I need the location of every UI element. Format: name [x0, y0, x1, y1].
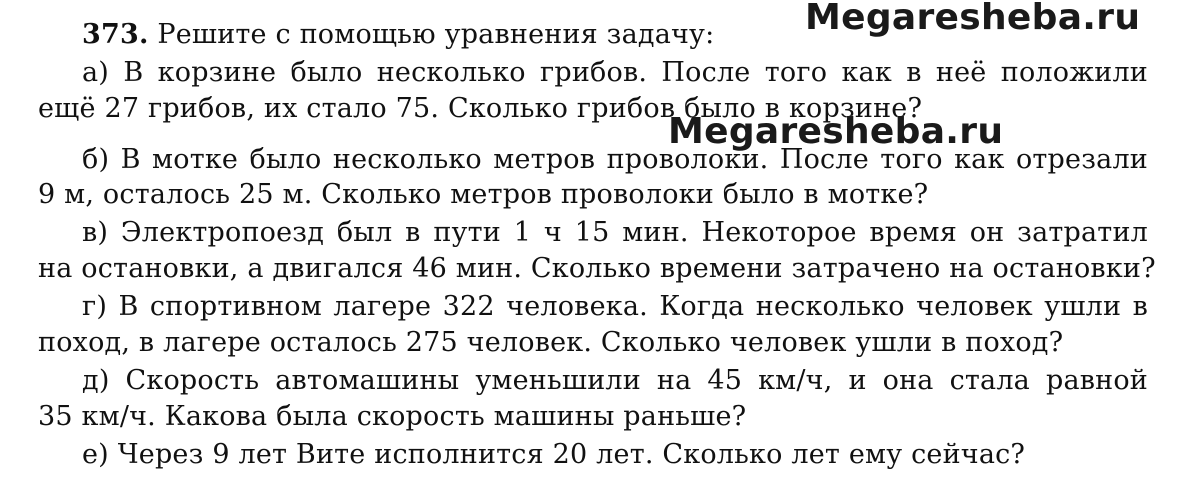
item-c-line-1: в) Электропоезд был в пути 1 ч 15 мин. Некоторое время он затратил	[82, 217, 1148, 248]
item-b-line-2: 9 м, осталось 25 м. Сколько метров проволоки было в мотке?	[38, 179, 929, 210]
problem-heading: Решите с помощью уравнения задачу:	[157, 19, 715, 50]
item-a-line-1: а) В корзине было несколько грибов. После того как в неё положили	[82, 57, 1148, 88]
problem-heading-line	[82, 18, 714, 52]
item-d-line-2: поход, в лагере осталось 275 человек. Сколько человек ушли в поход?	[38, 327, 1064, 358]
item-e-line-2: 35 км/ч. Какова была скорость машины раньше?	[38, 401, 747, 432]
item-c-line-2: на остановки, а двигался 46 мин. Сколько времени затрачено на остановки?	[38, 253, 1156, 284]
item-d-line-1: г) В спортивном лагере 322 человека. Когда несколько человек ушли в	[82, 291, 1148, 322]
watermark-middle: Megaresheba.ru	[668, 111, 1004, 152]
item-e-line-1: д) Скорость автомашины уменьшили на 45 км/ч, и она стала равной	[82, 365, 1148, 396]
item-a-line-2: ещё 27 грибов, их стало 75. Сколько грибов было в корзине?	[38, 93, 923, 124]
problem-number: 373.	[82, 19, 149, 50]
watermark-top: Megaresheba.ru	[805, 0, 1141, 38]
item-b-line-1: б) В мотке было несколько метров проволоки. После того как отрезали	[82, 144, 1148, 175]
item-f-line-1: е) Через 9 лет Вите исполнится 20 лет. Сколько лет ему сейчас?	[82, 439, 1026, 470]
